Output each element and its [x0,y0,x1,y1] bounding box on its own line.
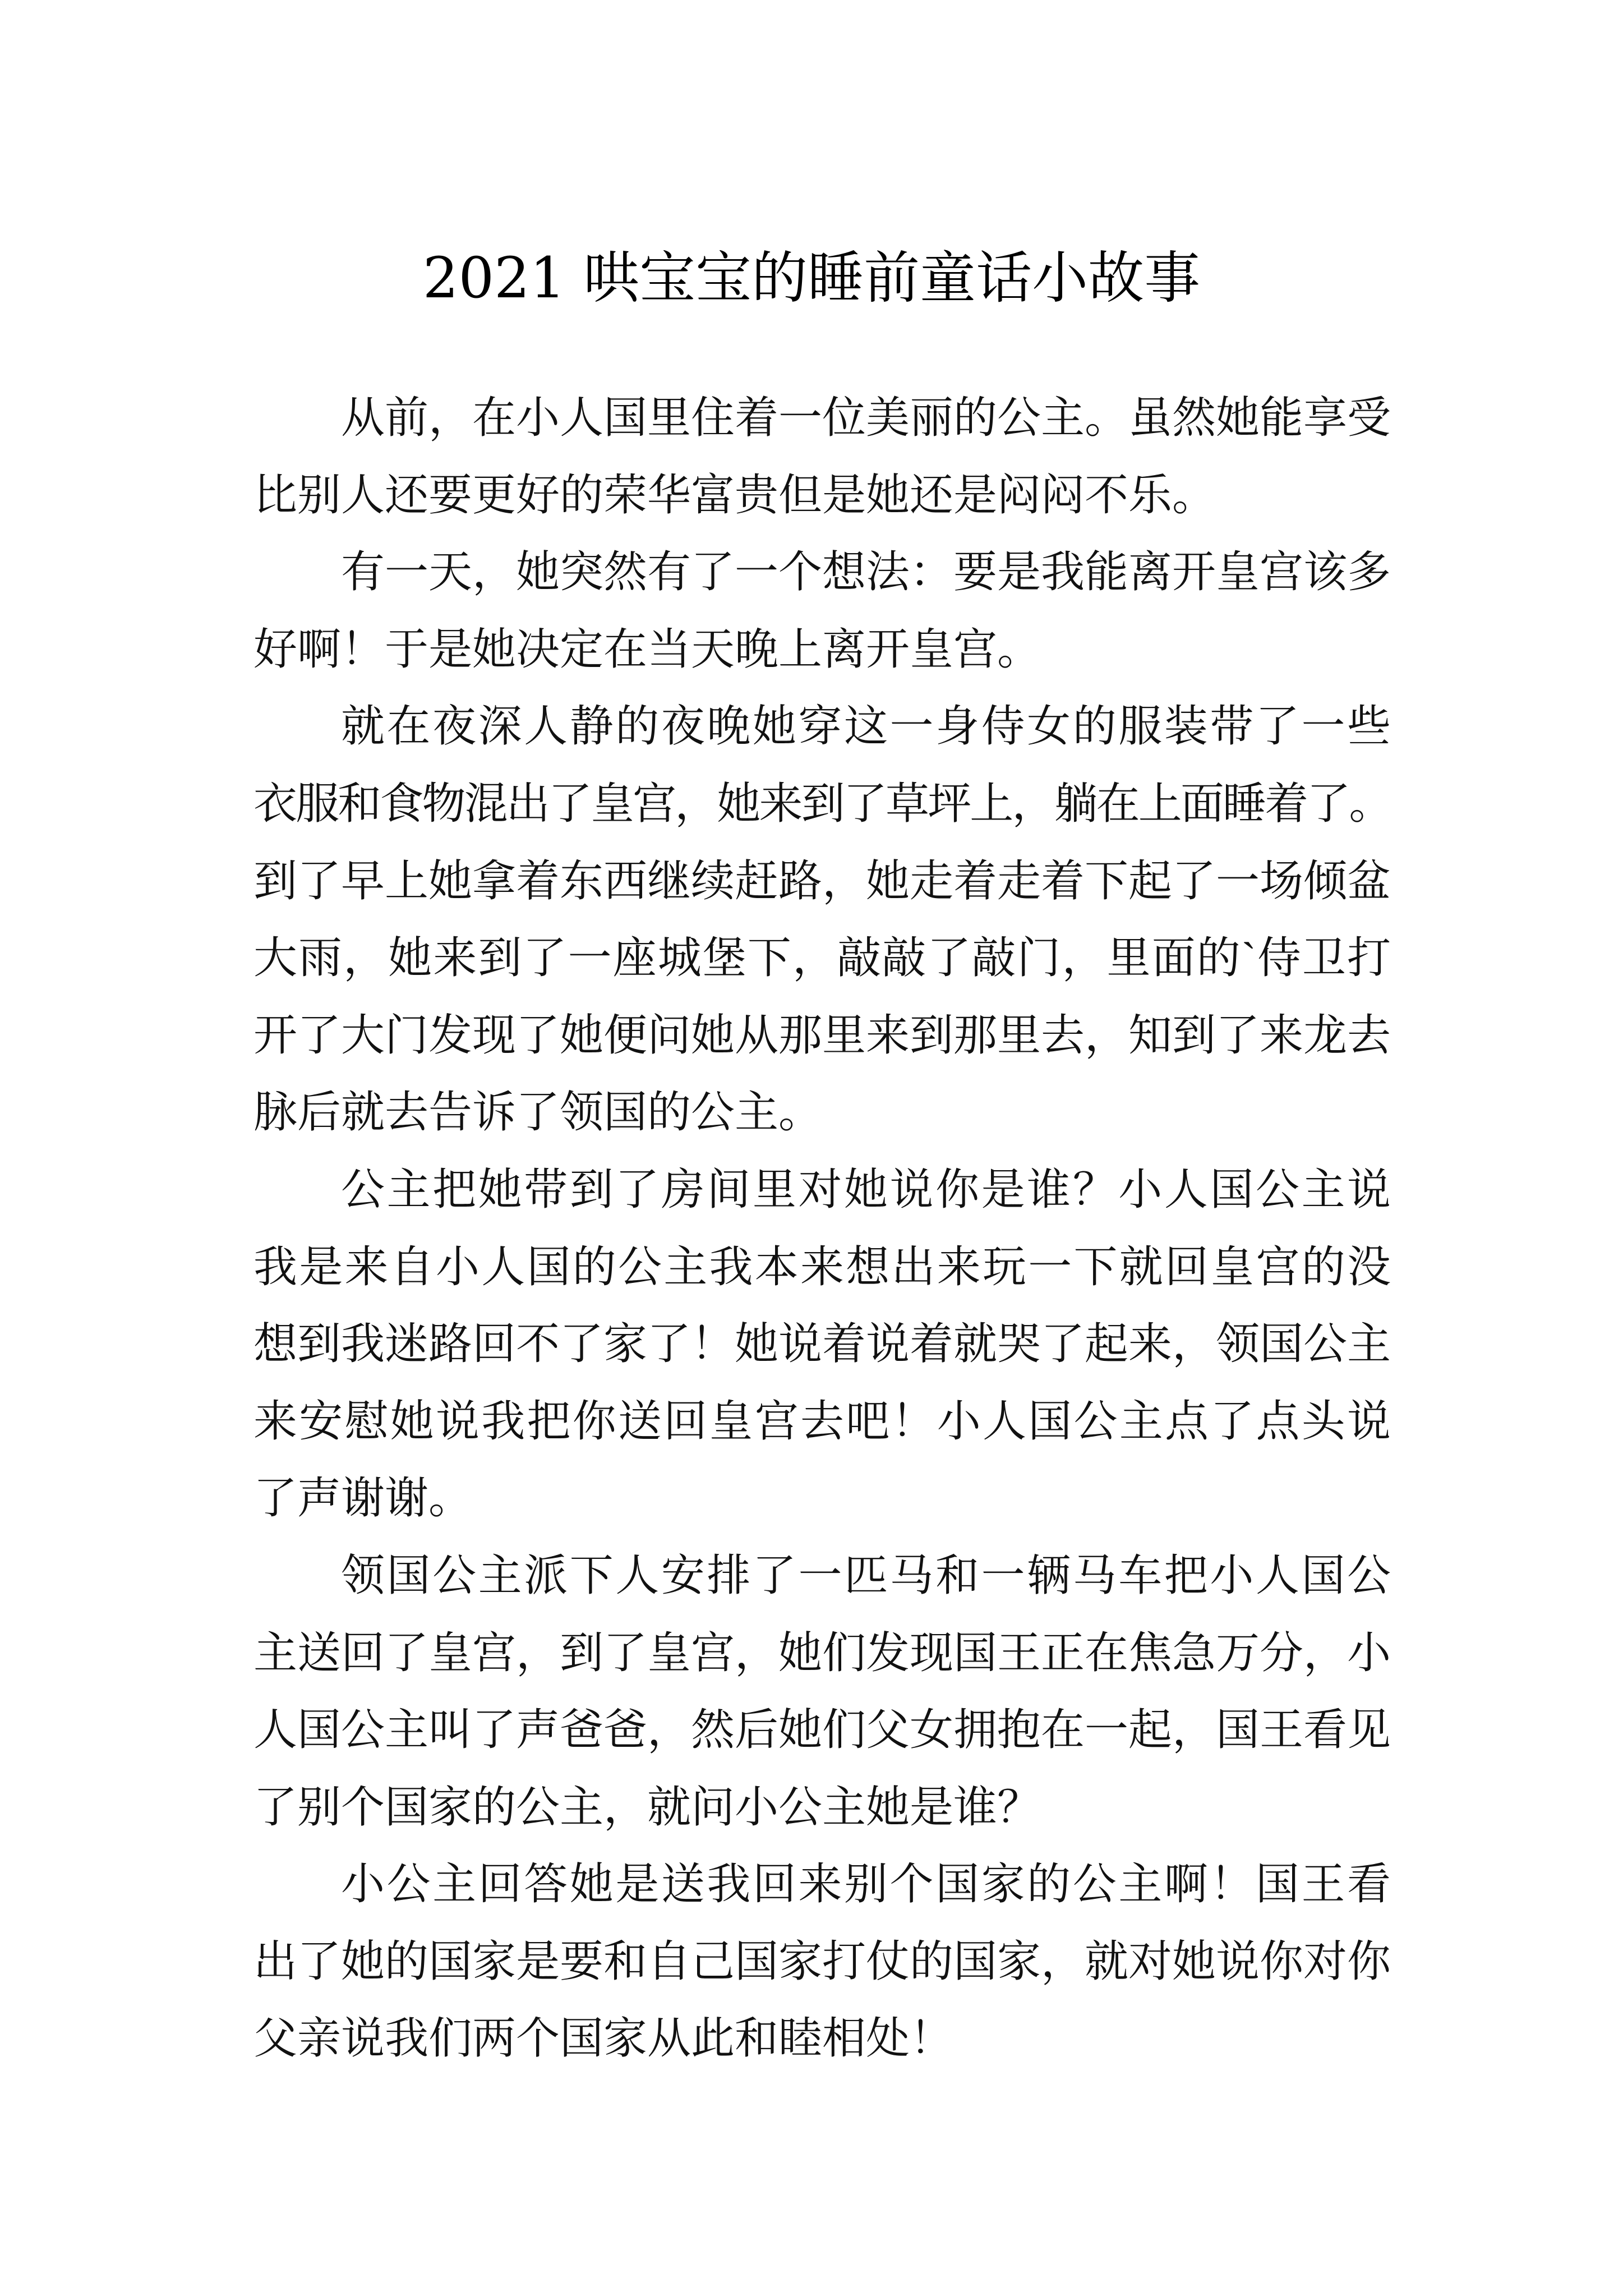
paragraph [253,533,1391,688]
text-line: 脉后就去告诉了领国的公主。 [253,1088,823,1137]
text-line: 出了她的国家是要和自己国家打仗的国家，就对她说你对你 [253,1936,1391,1986]
text-line: 衣服和食物混出了皇宫，她来到了草坪上，躺在上面睡着了。 [253,779,1391,828]
text-line: 小公主回答她是送我回来别个国家的公主啊！国王看 [341,1860,1391,1909]
document-body [253,379,1391,2077]
text-line: 到了早上她拿着东西继续赶路，她走着走着下起了一场倾盆 [253,856,1391,905]
text-line: 大雨，她来到了一座城堡下，敲敲了敲门，里面的`侍卫打 [253,933,1391,983]
text-line: 开了大门发现了她便问她从那里来到那里去，知到了来龙去 [253,1010,1391,1060]
text-line: 想到我迷路回不了家了！她说着说着就哭了起来，领国公主 [253,1319,1391,1369]
text-line: 我是来自小人国的公主我本来想出来玩一下就回皇宫的没 [253,1242,1391,1291]
text-line: 了声谢谢。 [253,1474,473,1523]
text-line: 公主把她带到了房间里对她说你是谁？小人国公主说 [341,1165,1391,1214]
paragraph [253,1537,1391,1846]
text-line: 了别个国家的公主，就问小公主她是谁？ [253,1782,1041,1832]
paragraph [253,379,1391,533]
paragraph [253,1846,1391,2077]
text-line: 父亲说我们两个国家从此和睦相处！ [253,2014,954,2063]
paragraph [253,1151,1391,1537]
text-line: 比别人还要更好的荣华富贵但是她还是闷闷不乐。 [253,470,1216,519]
text-line: 主送回了皇宫，到了皇宫，她们发现国王正在焦急万分，小 [253,1628,1391,1677]
text-line: 从前，在小人国里住着一位美丽的公主。虽然她能享受 [341,393,1391,442]
text-line: 好啊！于是她决定在当天晚上离开皇宫。 [253,624,1041,674]
text-line: 人国公主叫了声爸爸，然后她们父女拥抱在一起，国王看见 [253,1705,1391,1755]
paragraph [253,688,1391,1151]
text-line: 有一天，她突然有了一个想法：要是我能离开皇宫该多 [341,547,1391,597]
text-line: 领国公主派下人安排了一匹马和一辆马车把小人国公 [341,1550,1391,1600]
text-line: 来安慰她说我把你送回皇宫去吧！小人国公主点了点头说 [253,1396,1391,1446]
text-line: 就在夜深人静的夜晚她穿这一身侍女的服装带了一些 [341,702,1391,751]
page-title: 2021 哄宝宝的睡前童话小故事 [422,245,1201,311]
